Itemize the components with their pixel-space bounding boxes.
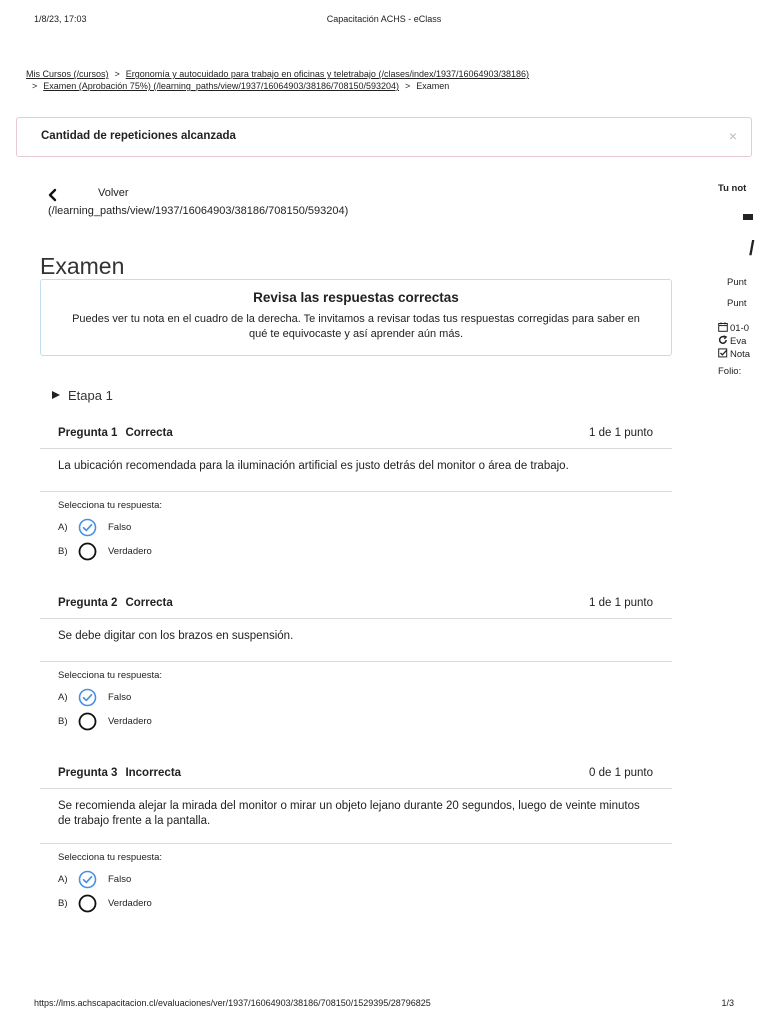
print-page-title: Capacitación ACHS - eClass [326,14,442,24]
option-letter: A) [58,522,68,533]
question-score: 1 de 1 punto [589,427,653,439]
review-heading: Revisa las respuestas correctas [253,290,459,305]
question-score: 0 de 1 punto [589,767,653,779]
points-label: Punt [727,298,747,309]
breadcrumb [26,68,726,92]
question-card [40,424,672,565]
answer-prompt: Selecciona tu respuesta: [58,852,163,863]
option-label: Falso [108,874,132,885]
caret-right-icon [52,391,60,399]
option-letter: B) [58,716,68,727]
option-letter: B) [58,898,68,909]
answer-option-a[interactable] [58,869,654,893]
print-footer [0,998,768,1010]
question-header [40,764,672,788]
check-circle-icon [78,870,97,889]
option-letter: A) [58,692,68,703]
answer-option-a[interactable] [58,517,654,541]
answer-option-b[interactable] [58,541,654,565]
chevron-left-icon [46,188,60,202]
print-url: https://lms.achscapacitacion.cl/evaluaciones/ver/1937/16064903/38186/708150/1529395/28796825 [34,998,431,1008]
question-score: 1 de 1 punto [589,597,653,609]
page-title: Examen [40,253,125,279]
question-number: Pregunta 3 [58,767,118,779]
option-letter: B) [58,546,68,557]
option-label: Verdadero [108,716,152,727]
grade-mark [743,214,753,220]
question-header [40,594,672,618]
question-status: Correcta [125,597,173,609]
back-label: Volver [98,187,129,199]
breadcrumb-separator: > [32,81,38,91]
print-header [0,14,768,26]
print-page-number: 1/3 [721,998,734,1008]
repetitions-alert [16,117,752,157]
breadcrumb-current: Examen [416,81,450,91]
review-text: Puedes ver tu nota en el cuadro de la derecha. Te invitamos a revisar todas tus respuestas corregidas para saber en qué te equivocaste y así aprender aún más. [72,313,640,340]
sidebar-title: Tu not [718,183,747,194]
radio-empty-icon [78,712,97,731]
answer-prompt: Selecciona tu respuesta: [58,670,163,681]
meta-eval: Eva [718,335,746,347]
question-text: Se debe digitar con los brazos en suspensión. [58,630,294,642]
question-status: Incorrecta [125,767,182,779]
points-label: Punt [727,277,747,288]
question-number: Pregunta 2 [58,597,118,609]
option-letter: A) [58,874,68,885]
option-label: Falso [108,692,132,703]
radio-empty-icon [78,894,97,913]
review-info-box [40,279,672,356]
question-card [40,594,672,735]
question-status: Correcta [125,427,173,439]
breadcrumb-link-exam-path[interactable]: Examen (Aprobación 75%) (/learning_paths/view/1937/16064903/38186/708150/593204) [43,81,400,91]
check-circle-icon [78,518,97,537]
question-text: La ubicación recomendada para la iluminación artificial es justo detrás del monitor o área de trabajo. [58,460,569,472]
option-label: Falso [108,522,132,533]
meta-date: 01-0 [718,322,749,334]
question-number: Pregunta 1 [58,427,118,439]
question-header [40,424,672,448]
grade-sidebar [718,0,768,400]
alert-message: Cantidad de repeticiones alcanzada [41,130,236,142]
option-label: Verdadero [108,546,152,557]
grade-fragment: / [749,238,755,260]
answer-option-b[interactable] [58,711,654,735]
stage-label: Etapa 1 [68,388,113,403]
radio-empty-icon [78,542,97,561]
breadcrumb-separator: > [114,69,120,79]
breadcrumb-separator: > [405,81,411,91]
print-datetime: 1/8/23, 17:03 [34,14,87,24]
calendar-icon [718,322,728,332]
option-label: Verdadero [108,898,152,909]
answer-option-a[interactable] [58,687,654,711]
refresh-icon [718,335,728,345]
stage-toggle[interactable] [52,388,113,403]
close-icon[interactable]: × [728,128,737,144]
back-path: (/learning_paths/view/1937/16064903/38186/708150/593204) [48,205,349,217]
check-circle-icon [78,688,97,707]
breadcrumb-link-course[interactable]: Ergonomía y autocuidado para trabajo en oficinas y teletrabajo (/clases/index/1937/16064903/38186) [125,69,530,79]
meta-note: Nota [718,348,750,360]
check-square-icon [718,348,728,358]
question-text: Se recomienda alejar la mirada del monitor o mirar un objeto lejano durante 20 segundos, luego de veinte minutos de trabajo frente a la pantalla. [58,800,640,827]
answer-option-b[interactable] [58,893,654,917]
breadcrumb-link-mis-cursos[interactable]: Mis Cursos (/cursos) [26,69,109,79]
answer-prompt: Selecciona tu respuesta: [58,500,163,511]
folio-label: Folio: [718,366,742,377]
question-card [40,764,672,917]
